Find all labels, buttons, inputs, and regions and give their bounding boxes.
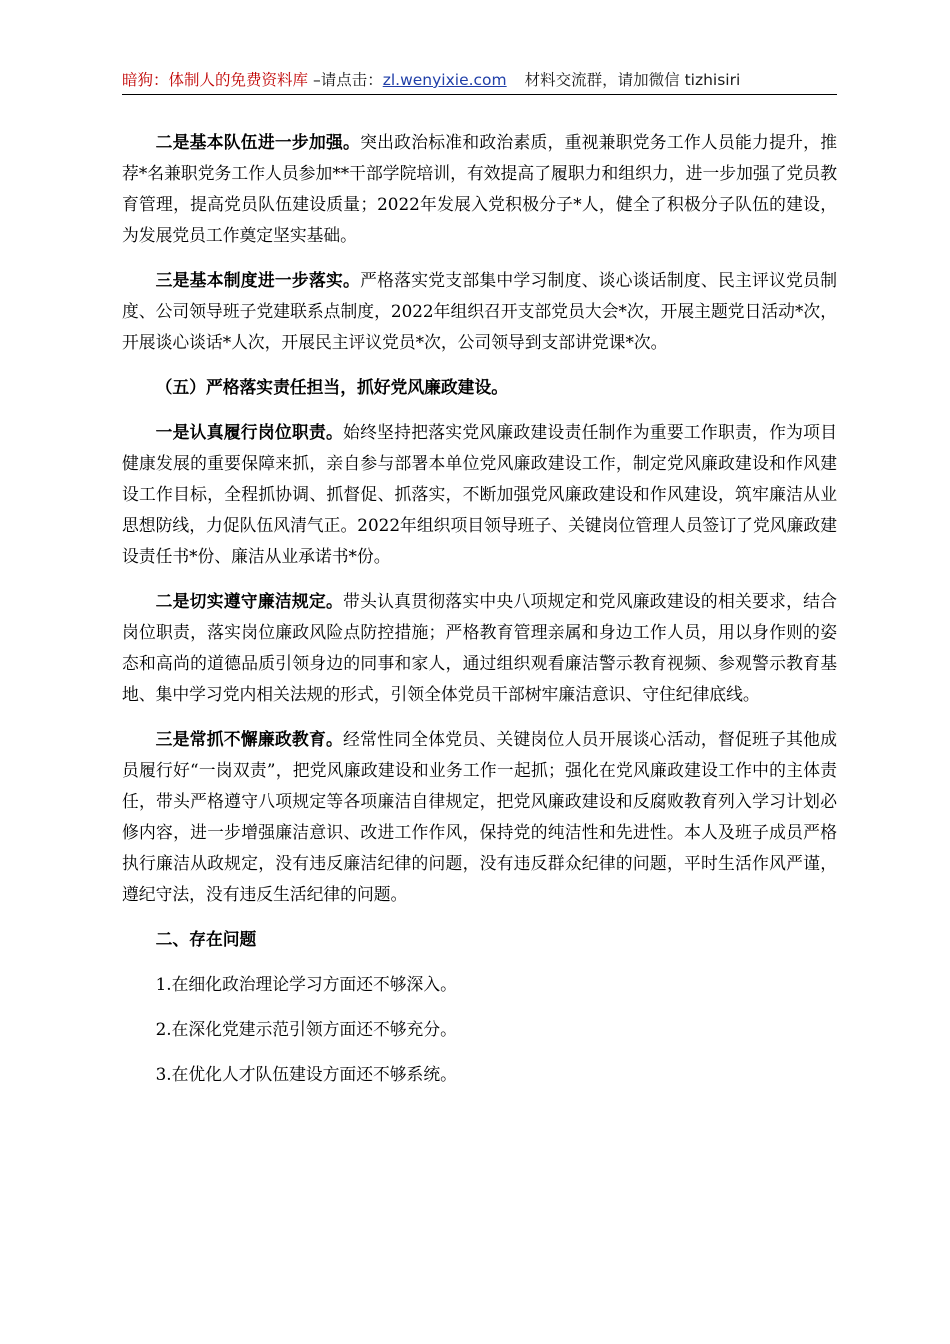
paragraph-body: 突出政治标准和政治素质，重视兼职党务工作人员能力提升，推荐*名兼职党务工作人员参加**干部学院培训，有效提高了履职力和组织力，进一步加强了党员教育管理，提高党员队伍建设质量；2022年发展入党积极分子*人，健全了积极分子队伍的建设，为发展党员工作奠定坚实基础。	[122, 132, 837, 245]
list-item: 3.在优化人才队伍建设方面还不够系统。	[155, 1064, 457, 1084]
paragraph-team-building	[122, 127, 837, 251]
header-click-prompt: –请点击：	[308, 71, 383, 89]
header-brand: 暗狗：体制人的免费资料库	[122, 71, 309, 89]
paragraph-lead: 二是切实遵守廉洁规定。	[155, 591, 344, 611]
paragraph-body: 经常性同全体党员、关键岗位人员开展谈心活动，督促班子其他成员履行好“一岗双责”，把党风廉政建设和业务工作一起抓；强化在党风廉政建设工作中的主体责任，带头严格遵守八项规定等各项廉洁自律规定，把党风廉政建设和反腐败教育列入学习计划必修内容，进一步增强廉洁意识、改进工作作风，保持党的纯洁性和先进性。本人及班子成员严格执行廉洁从政规定，没有违反廉洁纪律的问题，没有违反群众纪律的问题，平时生活作风严谨，遵纪守法，没有违反生活纪律的问题。	[122, 729, 837, 904]
paragraph-body: 始终坚持把落实党风廉政建设责任制作为重要工作职责，作为项目健康发展的重要保障来抓，亲自参与部署本单位党风廉政建设工作，制定党风廉政建设和作风建设工作目标，全程抓协调、抓督促、抓落实，不断加强党风廉政建设和作风建设，筑牢廉洁从业思想防线，力促队伍风清气正。2022年组织项目领导班子、关键岗位管理人员签订了党风廉政建设责任书*份、廉洁从业承诺书*份。	[122, 422, 837, 566]
page-header	[122, 70, 837, 95]
paragraph-integrity-rules	[122, 586, 837, 710]
paragraph-lead: 一是认真履行岗位职责。	[155, 422, 344, 442]
paragraph-integrity-education	[122, 724, 837, 910]
paragraph-lead: 三是基本制度进一步落实。	[155, 270, 361, 290]
list-item: 2.在深化党建示范引领方面还不够充分。	[155, 1019, 457, 1039]
paragraph-lead: 二是基本队伍进一步加强。	[155, 132, 361, 152]
header-group-note: 材料交流群，请加微信 tizhisiri	[524, 71, 741, 89]
paragraph-body: 严格落实党支部集中学习制度、谈心谈话制度、民主评议党员制度、公司领导班子党建联系点制度，2022年组织召开支部党员大会*次，开展主题党日活动*次，开展谈心谈话*人次，开展民主评议党员*次，公司领导到支部讲党课*次。	[122, 270, 837, 352]
document-body	[122, 127, 837, 1104]
paragraph-duty	[122, 417, 837, 572]
section-5-title: （五）严格落实责任担当，抓好党风廉政建设。	[155, 377, 509, 397]
paragraph-body: 带头认真贯彻落实中央八项规定和党风廉政建设的相关要求，结合岗位职责，落实岗位廉政风险点防控措施；严格教育管理亲属和身边工作人员，用以身作则的姿态和高尚的道德品质引领身边的同事和家人，通过组织观看廉洁警示教育视频、参观警示教育基地、集中学习党内相关法规的形式，引领全体党员干部树牢廉洁意识、守住纪律底线。	[122, 591, 837, 704]
header-link[interactable]: zl.wenyixie.com	[382, 71, 507, 89]
section-2-title: 二、存在问题	[155, 929, 257, 949]
paragraph-lead: 三是常抓不懈廉政教育。	[155, 729, 344, 749]
list-item: 1.在细化政治理论学习方面还不够深入。	[155, 974, 457, 994]
paragraph-system-implementation	[122, 265, 837, 358]
